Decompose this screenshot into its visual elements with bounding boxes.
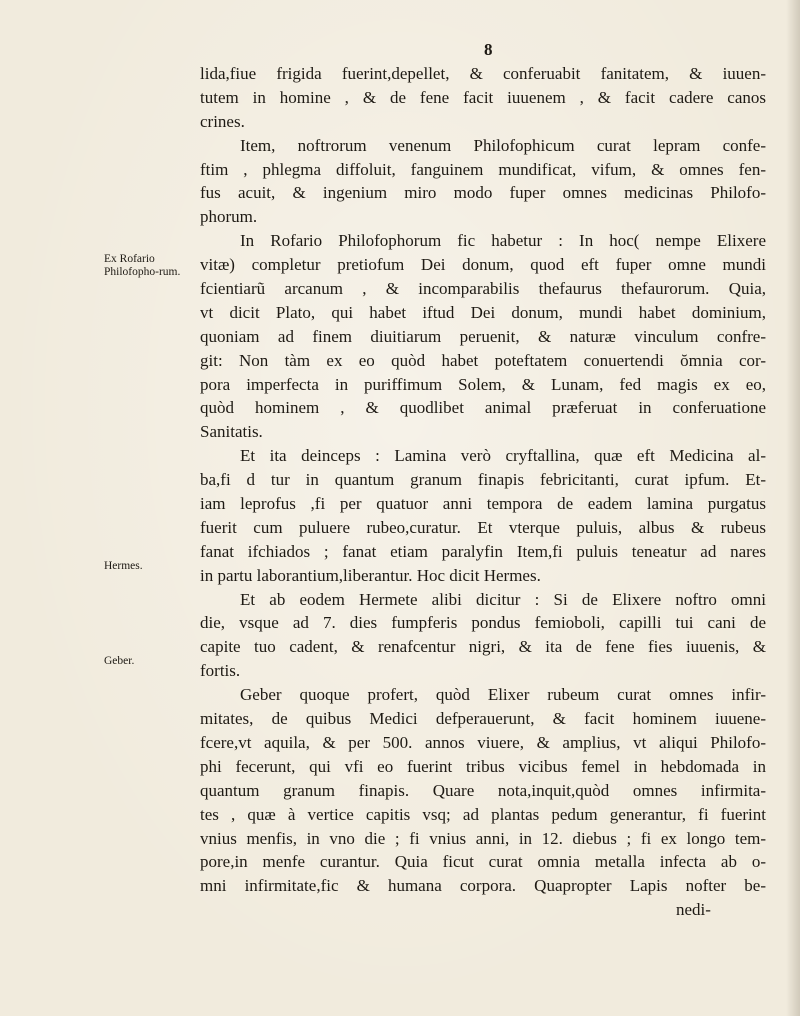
text-line: git: Non tàm ex eo quòd habet poteftatem conuertendi ŏmnia cor- bbox=[200, 350, 766, 370]
text-line: fcientiarũ arcanum , & incomparabilis thefaurus thefaurorum. Quia, bbox=[200, 279, 766, 299]
text-line: vitæ) completur pretiofum Dei donum, quod eft fuper omne mundi bbox=[200, 255, 766, 275]
text-line: mni infirmitate,fic & humana corpora. Quapropter Lapis nofter be- bbox=[200, 876, 766, 896]
text-line: in partu laborantium,liberantur. Hoc dicit Hermes. bbox=[200, 565, 541, 585]
page-edge-shadow bbox=[786, 0, 800, 1016]
text-line: ftim , phlegma diffoluit, fanguinem mundificat, vifum, & omnes fen- bbox=[200, 159, 766, 179]
text-line: tes , quæ à vertice capitis vsq; ad plantas pedum generantur, fi fuerint bbox=[200, 804, 766, 824]
text-line: phi fecerunt, qui vfi eo fuerint tribus vicibus femel in hebdomada in bbox=[200, 756, 766, 776]
text-line: quantum granum finapis. Quare nota,inquit,quòd omnes infirmita- bbox=[200, 780, 766, 800]
margin-note-geber: Geber. bbox=[104, 655, 135, 667]
text-line: tutem in homine , & de fene facit iuuenem , & facit cadere canos bbox=[200, 87, 766, 107]
text-line: Geber quoque profert, quòd Elixer rubeum curat omnes infir- bbox=[240, 685, 766, 705]
text-line: mitates, de quibus Medici defperauerunt, & facit hominem iuuene- bbox=[200, 709, 766, 729]
text-line: fanat ifchiados ; fanat etiam paralyfin Item,fi puluis teneatur ad nares bbox=[200, 541, 766, 561]
text-line: ba,fi d tur in quantum granum finapis febricitanti, curat ipfum. Et- bbox=[200, 470, 766, 490]
text-line: fortis. bbox=[200, 661, 241, 681]
text-line: nedi- bbox=[676, 900, 711, 920]
text-line: fus acuit, & ingenium miro modo fuper omnes medicinas Philofo- bbox=[200, 183, 766, 203]
text-line: crines. bbox=[200, 111, 245, 131]
text-line: Et ab eodem Hermete alibi dicitur : Si de Elixere noftro omni bbox=[240, 589, 766, 609]
text-line: quòd hominem , & quodlibet animal præferuat in conferuatione bbox=[200, 398, 766, 418]
text-line: die, vsque ad 7. dies fumpferis pondus femioboli, capilli tui cani de bbox=[200, 613, 766, 633]
text-line: lida,fiue frigida fuerint,depellet, & conferuabit fanitatem, & iuuen- bbox=[200, 64, 766, 83]
margin-note-hermes: Hermes. bbox=[104, 560, 143, 572]
text-line: In Rofario Philofophorum fic habetur : In hoc( nempe Elixere bbox=[240, 231, 766, 251]
text-line: vnius menfis, in vno die ; fi vnius anni, in 12. diebus ; fi ex longo tem- bbox=[200, 828, 766, 848]
page-number: 8 bbox=[484, 40, 493, 59]
text-line: vt dicit Plato, qui habet iftud Dei donum, mundi habet dominium, bbox=[200, 302, 766, 322]
text-line: phorum. bbox=[200, 207, 258, 227]
text-line: fcere,vt aquila, & per 500. annos viuere, & amplius, vt aliqui Philofo- bbox=[200, 732, 766, 752]
text-line: Sanitatis. bbox=[200, 422, 263, 442]
text-line: Item, noftrorum venenum Philofophicum curat lepram confe- bbox=[240, 135, 766, 155]
body-text bbox=[200, 62, 766, 922]
text-line: quoniam ad finem diuitiarum peruenit, & naturæ vinculum confre- bbox=[200, 326, 766, 346]
text-line: pora imperfecta in puriffimum Solem, & Lunam, fed magis ex eo, bbox=[200, 374, 766, 394]
text-line: pore,in menfe curantur. Quia ficut curat omnia metalla infecta ab o- bbox=[200, 852, 766, 872]
margin-note-rosarium: Ex Rofario Philofopho-rum. bbox=[104, 253, 181, 278]
text-line: iam leprofus ,fi per quatuor anni tempora de eadem lamina purgatus bbox=[200, 494, 766, 514]
text-line: Et ita deinceps : Lamina verò cryftallina, quæ eft Medicina al- bbox=[240, 446, 766, 466]
text-line: capite tuo cadent, & renafcentur nigri, & ita de fene fies iuuenis, & bbox=[200, 637, 766, 657]
text-line: fuerit cum puluere rubeo,curatur. Et vterque puluis, albus & rubeus bbox=[200, 517, 766, 537]
